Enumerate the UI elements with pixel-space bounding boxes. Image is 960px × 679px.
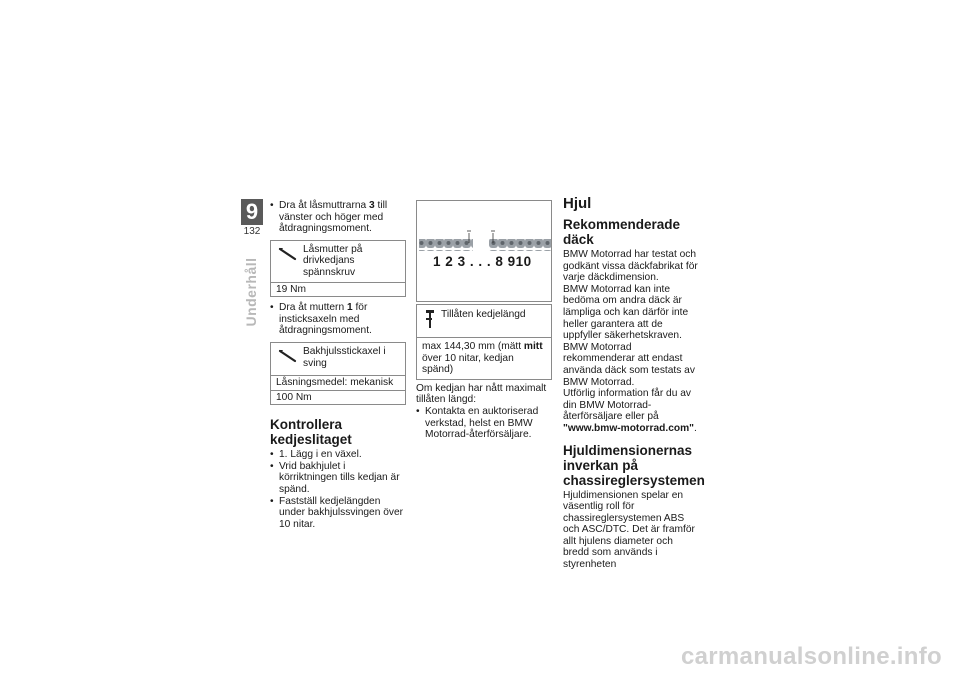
list-item: • Dra åt låsmuttrarna 3 till vänster och höger med åtdragningsmoment. xyxy=(270,200,406,235)
section-title: Hjul xyxy=(563,195,592,212)
paragraph: Utförlig information får du av din BMW Motorrad-återförsäljare eller på "www.bmw-motorrad.com". xyxy=(563,388,697,434)
page-number: 132 xyxy=(243,226,261,237)
section-heading: Kontrollera kedjeslitaget xyxy=(270,417,352,448)
locking-agent: Låsningsmedel: mekanisk xyxy=(271,375,405,390)
wrench-icon xyxy=(278,349,298,363)
paragraph: BMW Motorrad kan inte bedöma om andra däck är lämpliga och kan därför inte heller garantera att de uppfyller säkerhetskraven. xyxy=(563,283,689,342)
column-2 xyxy=(416,200,552,441)
watermark: carmanualsonline.info xyxy=(680,643,942,670)
section-heading: Rekommenderade däck xyxy=(563,217,681,247)
chapter-number: 9 xyxy=(241,199,263,225)
chain-figure xyxy=(416,200,552,302)
website-link: "www.bmw-motorrad.com" xyxy=(563,422,694,434)
torque-box: Bakhjulsstickaxel i sving Låsningsmedel: mekanisk 100 Nm xyxy=(270,342,406,405)
torque-value: 19 Nm xyxy=(271,282,405,297)
list-item: • Dra åt muttern 1 för insticksaxeln med åtdragningsmoment. xyxy=(270,302,406,337)
wrench-icon xyxy=(278,247,298,261)
chain-length-value: max 144,30 mm (mätt mitt över 10 nitar, kedjan spänd) xyxy=(417,337,551,379)
chain-length-box: Tillåten kedjelängd max 144,30 mm (mätt mitt över 10 nitar, kedjan spänd) xyxy=(416,304,552,380)
section-heading: Hjuldimensionernas inverkan på chassireglersystemen xyxy=(563,442,705,488)
torque-box: Låsmutter på drivkedjans spännskruv 19 Nm xyxy=(270,240,406,297)
chapter-title: Underhåll xyxy=(243,257,259,327)
paragraph: Om kedjan har nått maximalt tillåten längd: xyxy=(416,382,547,406)
torque-value: 100 Nm xyxy=(271,390,405,405)
paragraph: BMW Motorrad har testat och godkänt vissa däckfabrikat för varje däckdimension. xyxy=(563,249,698,284)
list-item: • Fastställ kedjelängden under bakhjulssvingen över 10 nitar. xyxy=(270,496,406,531)
caliper-icon xyxy=(425,309,435,329)
column-1 xyxy=(270,200,406,530)
rivet-numbers: 1 2 3 . . . 8 910 xyxy=(433,254,532,269)
column-3 xyxy=(563,195,705,571)
list-item: • 1. Lägg i en växel. xyxy=(270,449,406,461)
list-item: • Kontakta en auktoriserad verkstad, helst en BMW Motorrad-återförsäljare. xyxy=(416,406,552,441)
list-item: • Vrid bakhjulet i körriktningen tills kedjan är spänd. xyxy=(270,461,406,496)
paragraph: Hjuldimensionen spelar en väsentlig roll för chassireglersystemen ABS och ASC/DTC. Det är framför allt hjulens diameter och bredd som används i styrenheten xyxy=(563,489,695,571)
paragraph: BMW Motorrad rekommenderar att endast använda däck som testats av BMW Motorrad. xyxy=(563,341,695,388)
chain-illustration xyxy=(417,201,552,301)
